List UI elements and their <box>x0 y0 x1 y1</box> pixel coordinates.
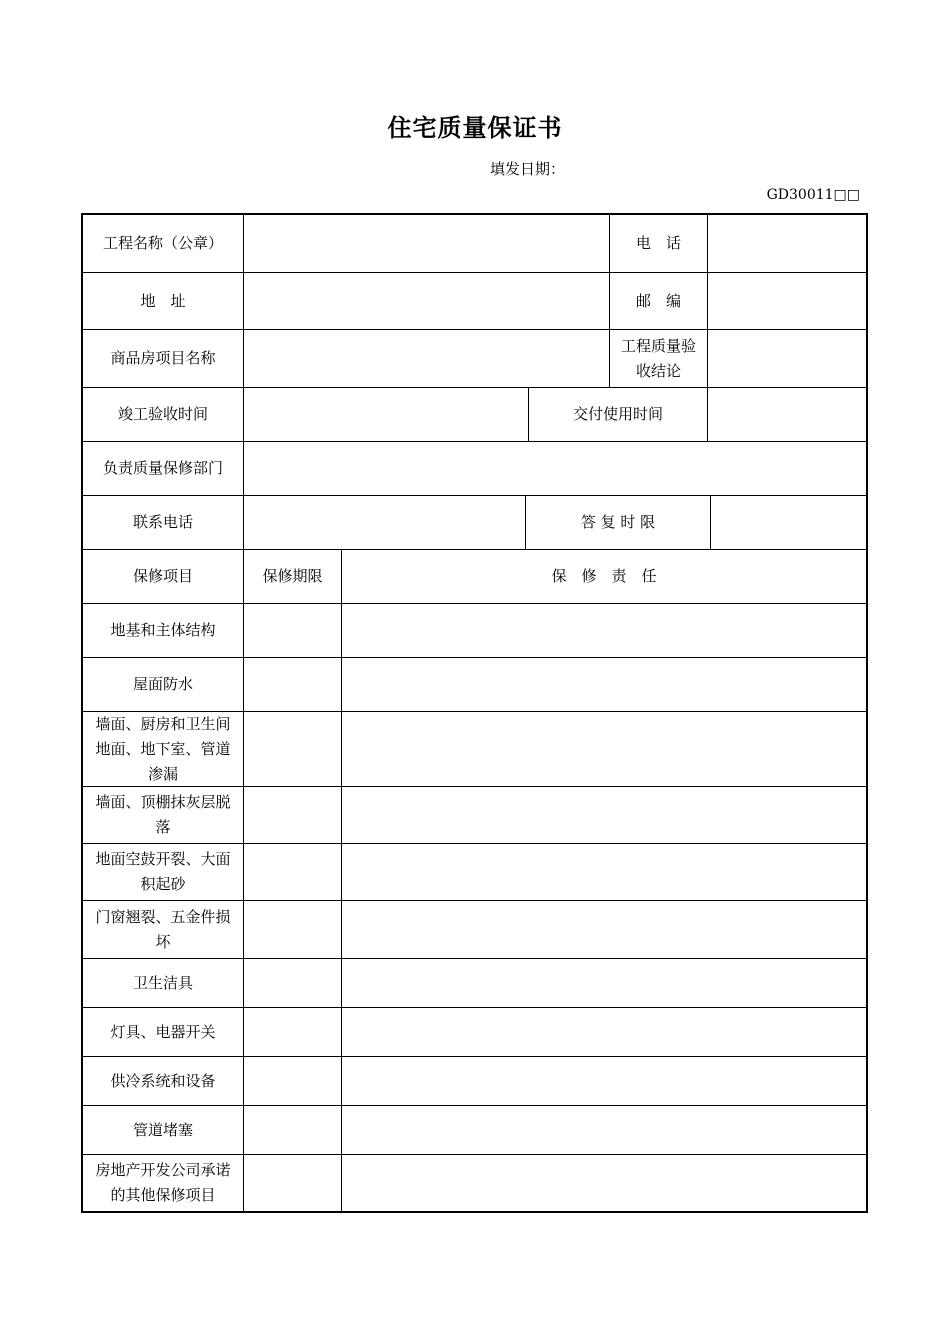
warranty-item-label: 地基和主体结构 <box>83 604 244 658</box>
column-header-responsibility: 保 修 责 任 <box>342 550 866 604</box>
project-name-field[interactable] <box>244 215 610 273</box>
warranty-responsibility-field[interactable] <box>342 844 866 901</box>
commercial-project-field[interactable] <box>244 330 610 388</box>
warranty-form-table <box>81 213 868 1213</box>
warranty-period-field[interactable] <box>244 959 342 1008</box>
warranty-period-field[interactable] <box>244 1155 342 1211</box>
quality-conclusion-field[interactable] <box>708 330 866 388</box>
warranty-period-field[interactable] <box>244 844 342 901</box>
warranty-responsibility-field[interactable] <box>342 1155 866 1211</box>
warranty-period-field[interactable] <box>244 604 342 658</box>
fill-date-label: 填发日期： <box>490 160 566 178</box>
phone-field[interactable] <box>708 215 866 273</box>
contact-phone-label: 联系电话 <box>83 496 244 550</box>
page-title: 住宅质量保证书 <box>387 114 563 142</box>
warranty-item-label: 房地产开发公司承诺的其他保修项目 <box>83 1155 244 1211</box>
column-header-item: 保修项目 <box>83 550 244 604</box>
phone-label: 电 话 <box>610 215 708 273</box>
postcode-label: 邮 编 <box>610 273 708 330</box>
project-name-label: 工程名称（公章） <box>83 215 244 273</box>
warranty-item-label: 灯具、电器开关 <box>83 1008 244 1057</box>
warranty-period-field[interactable] <box>244 1008 342 1057</box>
completion-time-field[interactable] <box>244 388 529 442</box>
warranty-responsibility-field[interactable] <box>342 658 866 712</box>
warranty-period-field[interactable] <box>244 787 342 844</box>
address-label: 地 址 <box>83 273 244 330</box>
warranty-responsibility-field[interactable] <box>342 959 866 1008</box>
quality-conclusion-label: 工程质量验收结论 <box>610 330 708 388</box>
warranty-item-label: 墙面、顶棚抹灰层脱落 <box>83 787 244 844</box>
warranty-responsibility-field[interactable] <box>342 1057 866 1106</box>
warranty-dept-field[interactable] <box>244 442 866 496</box>
postcode-field[interactable] <box>708 273 866 330</box>
warranty-period-field[interactable] <box>244 901 342 959</box>
form-code: GD30011□□ <box>766 187 860 203</box>
reply-limit-field[interactable] <box>711 496 866 550</box>
warranty-period-field[interactable] <box>244 1057 342 1106</box>
warranty-item-label: 供冷系统和设备 <box>83 1057 244 1106</box>
address-field[interactable] <box>244 273 610 330</box>
warranty-period-field[interactable] <box>244 658 342 712</box>
warranty-responsibility-field[interactable] <box>342 1106 866 1155</box>
column-header-period: 保修期限 <box>244 550 342 604</box>
warranty-item-label: 地面空鼓开裂、大面积起砂 <box>83 844 244 901</box>
contact-phone-field[interactable] <box>244 496 526 550</box>
warranty-item-label: 墙面、厨房和卫生间地面、地下室、管道渗漏 <box>83 712 244 787</box>
warranty-responsibility-field[interactable] <box>342 1008 866 1057</box>
warranty-item-label: 门窗翘裂、五金件损坏 <box>83 901 244 959</box>
delivery-time-field[interactable] <box>708 388 866 442</box>
reply-limit-label: 答 复 时 限 <box>526 496 711 550</box>
warranty-period-field[interactable] <box>244 1106 342 1155</box>
warranty-responsibility-field[interactable] <box>342 604 866 658</box>
warranty-responsibility-field[interactable] <box>342 712 866 787</box>
completion-time-label: 竣工验收时间 <box>83 388 244 442</box>
warranty-responsibility-field[interactable] <box>342 787 866 844</box>
warranty-period-field[interactable] <box>244 712 342 787</box>
warranty-item-label: 卫生洁具 <box>83 959 244 1008</box>
warranty-item-label: 屋面防水 <box>83 658 244 712</box>
warranty-item-label: 管道堵塞 <box>83 1106 244 1155</box>
delivery-time-label: 交付使用时间 <box>529 388 708 442</box>
warranty-dept-label: 负责质量保修部门 <box>83 442 244 496</box>
warranty-responsibility-field[interactable] <box>342 901 866 959</box>
commercial-project-label: 商品房项目名称 <box>83 330 244 388</box>
